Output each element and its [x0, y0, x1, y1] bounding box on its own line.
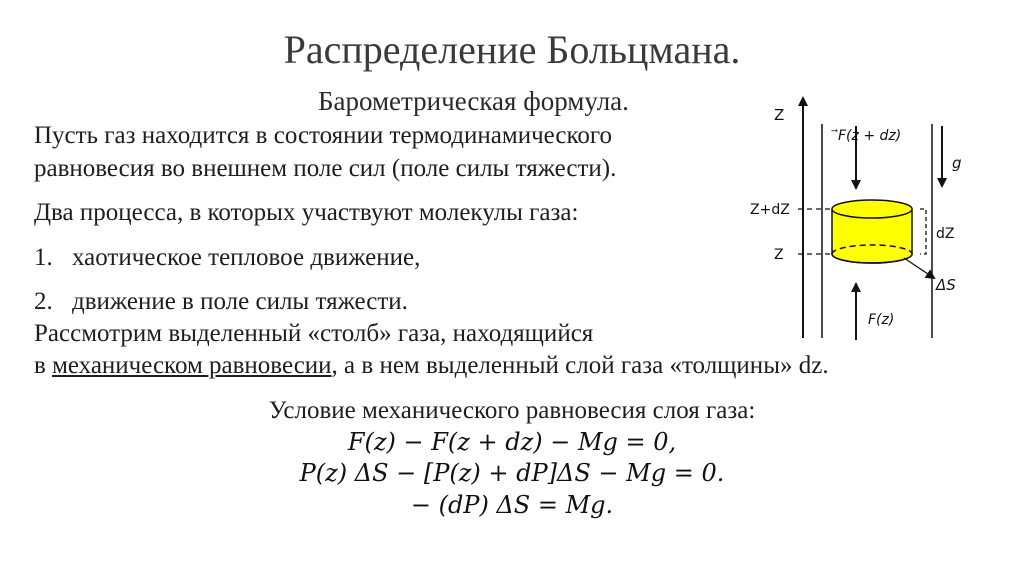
body-line-1: Пусть газ находится в состоянии термодинамического	[34, 122, 612, 149]
list-item-text: движение в поле силы тяжести.	[72, 288, 408, 315]
level-label-z: Z	[774, 247, 784, 263]
gas-column-diagram	[740, 88, 980, 350]
gravity-label: g	[952, 154, 962, 172]
level-label-z-plus-dz: Z+dZ	[750, 202, 790, 218]
list-item	[34, 244, 420, 272]
equation-3: − (dP) ΔS = Mg.	[410, 491, 614, 519]
list-item-number: 1.	[34, 244, 53, 271]
body-line-5	[34, 352, 829, 380]
area-pointer-arrow	[904, 258, 934, 278]
slide-title: Распределение Больцмана.	[283, 27, 741, 72]
dz-bracket	[920, 209, 926, 254]
area-label: ΔS	[936, 276, 956, 294]
list-item-number: 2.	[34, 288, 53, 315]
equations-heading: Условие механического равновесия слоя газа:	[268, 397, 756, 424]
list-item-text: хаотическое тепловое движение,	[72, 244, 421, 271]
equation-2: P(z) ΔS − [P(z) + dP]ΔS − Mg = 0.	[299, 459, 725, 487]
equation-1: F(z) − F(z + dz) − Mg = 0,	[347, 428, 677, 456]
body-line-4: Рассмотрим выделенный «столб» газа, находящийся	[34, 320, 594, 347]
body-line-5-suffix: , а в нем выделенный слой газа «толщины» dz.	[331, 352, 829, 379]
body-line-5-prefix: в	[34, 352, 53, 379]
gas-layer-cylinder	[832, 200, 912, 263]
force-bottom-label: F(z)	[868, 312, 895, 328]
force-top-label: F(z + dz)	[838, 128, 902, 144]
z-axis-label: Z	[774, 106, 785, 124]
slide-subtitle: Барометрическая формула.	[318, 86, 629, 116]
list-item	[34, 288, 408, 316]
body-line-3: Два процесса, в которых участвуют молекулы газа:	[34, 199, 579, 226]
underlined-term: механическом равновесии	[52, 352, 332, 379]
body-line-2: равновесия во внешнем поле сил (поле силы тяжести).	[34, 155, 617, 182]
dz-label: dZ	[936, 226, 955, 242]
